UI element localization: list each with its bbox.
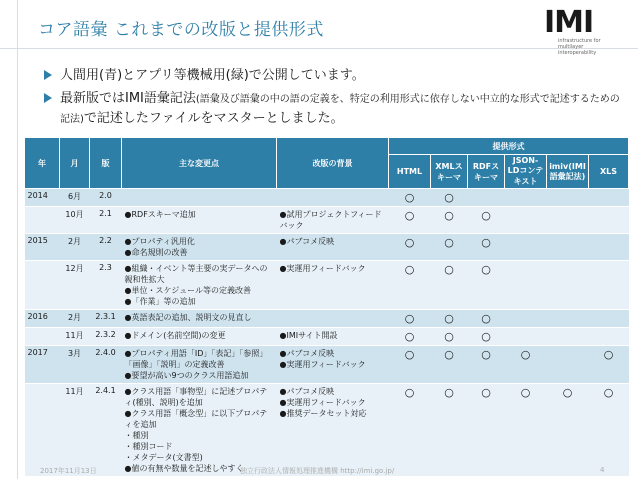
cell-html: ○ bbox=[389, 310, 431, 328]
table-row bbox=[25, 189, 629, 207]
cell-imiv bbox=[547, 310, 589, 328]
table-row bbox=[25, 310, 629, 328]
cell-version: 2.3.2 bbox=[90, 328, 122, 346]
header-year: 年 bbox=[25, 138, 60, 189]
title-divider bbox=[0, 48, 638, 49]
cell-year bbox=[25, 328, 60, 346]
cell-html: ○ bbox=[389, 261, 431, 310]
cell-year: 2016 bbox=[25, 310, 60, 328]
cell-jsonld bbox=[505, 328, 547, 346]
footer-organization: 独立行政法人情報処理推進機構 http://imi.go.jp/ bbox=[240, 467, 395, 475]
cell-html: ○ bbox=[389, 384, 431, 477]
cell-background: ●試用プロジェクトフィードバック bbox=[277, 207, 389, 234]
cell-xml: ○ bbox=[431, 261, 468, 310]
cell-changes: ●クラス用語「事物型」に記述プロパティ(種別、説明)を追加 ●クラス用語「概念型」に以下プロパティを追加 ・種別 ・種別コード ・メタデータ(文書型) ●値の有無や数量を記述しやすく bbox=[122, 384, 277, 477]
cell-imiv bbox=[547, 346, 589, 384]
imi-logo bbox=[544, 5, 616, 56]
table-row bbox=[25, 384, 629, 477]
table-row bbox=[25, 234, 629, 261]
cell-changes bbox=[122, 189, 277, 207]
cell-xls: ○ bbox=[589, 346, 629, 384]
cell-year: 2014 bbox=[25, 189, 60, 207]
cell-changes: ●プロパティ汎用化 ●命名規則の改善 bbox=[122, 234, 277, 261]
cell-version: 2.1 bbox=[90, 207, 122, 234]
header-html: HTML bbox=[389, 155, 431, 189]
bullet-text-cont: で記述したファイルをマスターとしました。 bbox=[83, 111, 344, 126]
slide-title: コア語彙 これまでの改版と提供形式 bbox=[38, 20, 324, 40]
cell-html: ○ bbox=[389, 189, 431, 207]
cell-year: 2017 bbox=[25, 346, 60, 384]
cell-xls: ○ bbox=[589, 384, 629, 477]
cell-month: 2月 bbox=[60, 234, 90, 261]
cell-jsonld bbox=[505, 234, 547, 261]
cell-xml: ○ bbox=[431, 310, 468, 328]
cell-version: 2.0 bbox=[90, 189, 122, 207]
page-number: 4 bbox=[600, 466, 605, 474]
cell-month: 11月 bbox=[60, 384, 90, 477]
table-row bbox=[25, 261, 629, 310]
cell-year bbox=[25, 384, 60, 477]
cell-imiv bbox=[547, 189, 589, 207]
triangle-bullet-icon bbox=[44, 70, 52, 80]
cell-html: ○ bbox=[389, 346, 431, 384]
table-body bbox=[25, 189, 629, 477]
header-version: 版 bbox=[90, 138, 122, 189]
footer-date: 2017年11月13日 bbox=[40, 467, 97, 475]
bullet-item bbox=[44, 89, 624, 129]
cell-month: 3月 bbox=[60, 346, 90, 384]
cell-html: ○ bbox=[389, 207, 431, 234]
header-xls: XLS bbox=[589, 155, 629, 189]
cell-background: ●実運用フィードバック bbox=[277, 261, 389, 310]
bullet-list bbox=[44, 66, 624, 133]
cell-rdf: ○ bbox=[468, 328, 505, 346]
triangle-bullet-icon bbox=[44, 93, 52, 103]
cell-xls bbox=[589, 234, 629, 261]
cell-background: ●パブコメ反映 ●実運用フィードバック bbox=[277, 346, 389, 384]
cell-imiv bbox=[547, 234, 589, 261]
cell-rdf: ○ bbox=[468, 207, 505, 234]
cell-background: ●パブコメ反映 bbox=[277, 234, 389, 261]
cell-rdf: ○ bbox=[468, 261, 505, 310]
cell-rdf: ○ bbox=[468, 384, 505, 477]
header-background: 改版の背景 bbox=[277, 138, 389, 189]
cell-xls bbox=[589, 189, 629, 207]
cell-month: 6月 bbox=[60, 189, 90, 207]
cell-version: 2.4.1 bbox=[90, 384, 122, 477]
cell-jsonld bbox=[505, 189, 547, 207]
header-jsonld: JSON-LDコンテキスト bbox=[505, 155, 547, 189]
cell-imiv: ○ bbox=[547, 384, 589, 477]
cell-html: ○ bbox=[389, 328, 431, 346]
cell-version: 2.3.1 bbox=[90, 310, 122, 328]
cell-version: 2.3 bbox=[90, 261, 122, 310]
header-imiv: imiv(IMI語彙記法) bbox=[547, 155, 589, 189]
cell-rdf: ○ bbox=[468, 346, 505, 384]
logo-mark: IMI bbox=[544, 5, 594, 40]
cell-background bbox=[277, 310, 389, 328]
cell-jsonld bbox=[505, 310, 547, 328]
cell-xls bbox=[589, 261, 629, 310]
cell-version: 2.2 bbox=[90, 234, 122, 261]
cell-changes: ●英語表記の追加、説明文の見直し bbox=[122, 310, 277, 328]
table-row bbox=[25, 207, 629, 234]
cell-changes: ●ドメイン(名前空間)の変更 bbox=[122, 328, 277, 346]
logo-subtitle: infrastructure for multilayer interoperability bbox=[558, 38, 601, 56]
cell-jsonld: ○ bbox=[505, 384, 547, 477]
cell-xml: ○ bbox=[431, 328, 468, 346]
cell-rdf: ○ bbox=[468, 234, 505, 261]
cell-version: 2.4.0 bbox=[90, 346, 122, 384]
bullet-note: (語彙及び語彙の中の語の定義を、特定の利用形式に依存しない中立的な形式で記述するための記法) bbox=[60, 94, 620, 125]
header-rdf: RDFスキーマ bbox=[468, 155, 505, 189]
cell-year bbox=[25, 261, 60, 310]
cell-xls bbox=[589, 310, 629, 328]
header-changes: 主な変更点 bbox=[122, 138, 277, 189]
table-row bbox=[25, 328, 629, 346]
cell-rdf: ○ bbox=[468, 310, 505, 328]
cell-xml: ○ bbox=[431, 384, 468, 477]
cell-imiv bbox=[547, 328, 589, 346]
cell-jsonld bbox=[505, 207, 547, 234]
cell-imiv bbox=[547, 207, 589, 234]
revision-table bbox=[24, 137, 629, 477]
cell-xml: ○ bbox=[431, 189, 468, 207]
bullet-text: 最新版ではIMI語彙記法 bbox=[60, 91, 196, 106]
cell-xls bbox=[589, 207, 629, 234]
cell-changes: ●組織・イベント等主要の実データへの親和性拡大 ●単位・スケジュール等の定義改善 ●「作業」等の追加 bbox=[122, 261, 277, 310]
cell-xml: ○ bbox=[431, 346, 468, 384]
header-formats: 提供形式 bbox=[389, 138, 629, 155]
cell-month: 12月 bbox=[60, 261, 90, 310]
bullet-text: 人間用(青)とアプリ等機械用(緑)で公開しています。 bbox=[60, 68, 365, 83]
cell-changes: ●プロパティ用語「ID」「表記」「参照」「画像」「説明」の定義改善 ●要望が高い9つのクラス用語追加 bbox=[122, 346, 277, 384]
cell-background: ●パブコメ反映 ●実運用フィードバック ●推奨データセット対応 bbox=[277, 384, 389, 477]
header-month: 月 bbox=[60, 138, 90, 189]
side-rule bbox=[17, 0, 18, 479]
cell-year: 2015 bbox=[25, 234, 60, 261]
cell-xls bbox=[589, 328, 629, 346]
cell-xml: ○ bbox=[431, 207, 468, 234]
cell-year bbox=[25, 207, 60, 234]
cell-rdf bbox=[468, 189, 505, 207]
cell-imiv bbox=[547, 261, 589, 310]
bullet-item bbox=[44, 66, 624, 85]
cell-month: 11月 bbox=[60, 328, 90, 346]
cell-jsonld bbox=[505, 261, 547, 310]
cell-changes: ●RDFスキーマ追加 bbox=[122, 207, 277, 234]
table-row bbox=[25, 346, 629, 384]
cell-month: 10月 bbox=[60, 207, 90, 234]
cell-html: ○ bbox=[389, 234, 431, 261]
cell-month: 2月 bbox=[60, 310, 90, 328]
header-xml: XMLスキーマ bbox=[431, 155, 468, 189]
cell-xml: ○ bbox=[431, 234, 468, 261]
cell-background: ●IMIサイト開設 bbox=[277, 328, 389, 346]
cell-jsonld: ○ bbox=[505, 346, 547, 384]
cell-background bbox=[277, 189, 389, 207]
